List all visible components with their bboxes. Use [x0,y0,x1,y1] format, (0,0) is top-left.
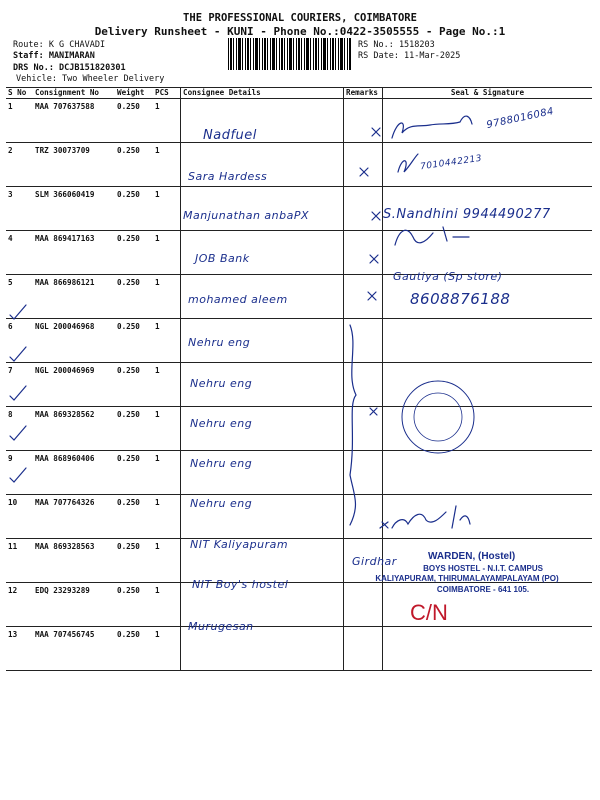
row-sno: 3 [6,187,33,231]
row-sno: 1 [6,99,33,143]
row-consignment-no: SLM 366060419 [33,187,115,231]
row-sno: 8 [6,407,33,451]
row-pcs: 1 [153,187,181,231]
row-consignment-no: EDQ 23293289 [33,583,115,627]
consignee-hand-7: Nehru eng [190,377,253,390]
row-weight: 0.250 [115,495,153,539]
consignee-hand-12: NIT Boy's hostel [192,578,289,591]
row-remarks [344,275,383,319]
cn-mark: C/N [410,600,448,625]
row-sno: 4 [6,231,33,275]
row-weight: 0.250 [115,319,153,363]
row-pcs: 1 [153,539,181,583]
row-signature [383,231,593,275]
row-consignment-no: MAA 866986121 [33,275,115,319]
signature-name-3: S.Nandhini 9944490277 [383,207,551,222]
row-consignment-no: MAA 707456745 [33,627,115,671]
table-row [6,627,592,671]
row-pcs: 1 [153,231,181,275]
row-weight: 0.250 [115,451,153,495]
row-consignment-no: MAA 707637588 [33,99,115,143]
table-row [6,231,592,275]
rs-number: RS No.: 1518203 [358,40,435,50]
consignee-hand-11: NIT Kaliyapuram [190,538,289,551]
row-remarks [344,143,383,187]
row-sno: 12 [6,583,33,627]
row-pcs: 1 [153,583,181,627]
row-weight: 0.250 [115,583,153,627]
row-weight: 0.250 [115,143,153,187]
row-sno: 13 [6,627,33,671]
signature-phone-2: 7010442213 [419,153,483,173]
row-pcs: 1 [153,99,181,143]
row-signature [383,451,593,495]
row-weight: 0.250 [115,99,153,143]
barcode [228,38,352,70]
signature-name-5: Gautiya (Sp store) [393,270,503,283]
row-signature [383,407,593,451]
row-remarks [344,187,383,231]
row-consignment-no: MAA 869328562 [33,407,115,451]
col-sno: S No [6,88,33,99]
row-signature [383,627,593,671]
col-pcs: PCS [153,88,181,99]
consignee-hand-8: Nehru eng [190,417,253,430]
row-weight: 0.250 [115,275,153,319]
consignee-hand-4: JOB Bank [195,252,250,265]
vehicle-label: Vehicle: Two Wheeler Delivery [16,74,165,84]
row-consignment-no: MAA 868960406 [33,451,115,495]
row-consignment-no: MAA 869417163 [33,231,115,275]
row-consignment-no: MAA 869328563 [33,539,115,583]
row-pcs: 1 [153,363,181,407]
row-weight: 0.250 [115,231,153,275]
rs-date: RS Date: 11-Mar-2025 [358,51,461,61]
col-weight: Weight [115,88,153,99]
signature-phone-5: 8608876188 [410,290,511,308]
row-sno: 9 [6,451,33,495]
consignee-hand-3: Manjunathan anbaPX [183,209,310,222]
signature-phone-1: 9788016084 [485,105,556,132]
row-consignee-details [181,627,344,671]
consignee-hand-1: Nadfuel [203,128,257,143]
warden-stamp-title: WARDEN, (Hostel) [428,551,516,562]
row-consignment-no: NGL 200046969 [33,363,115,407]
row-consignment-no: NGL 200046968 [33,319,115,363]
table-header-row [6,88,592,99]
row-weight: 0.250 [115,363,153,407]
runsheet-title: Delivery Runsheet - KUNI - Phone No.:0422-3505555 - Page No.:1 [94,25,506,38]
drs-number: DRS No.: DCJB151820301 [13,63,126,73]
consignee-hand-13: Murugesan [188,620,254,633]
row-weight: 0.250 [115,407,153,451]
consignee-hand-9: Nehru eng [190,457,253,470]
row-signature [383,143,593,187]
row-pcs: 1 [153,275,181,319]
row-signature [383,319,593,363]
row-sno: 5 [6,275,33,319]
consignee-hand-10: Nehru eng [190,497,253,510]
row-remarks [344,319,383,363]
row-consignment-no: MAA 707764326 [33,495,115,539]
warden-stamp-line2: KALIYAPURAM, THIRUMALAYAMPALAYAM (PO) [375,574,559,583]
row-pcs: 1 [153,627,181,671]
row-remarks [344,407,383,451]
row-weight: 0.250 [115,627,153,671]
col-signature: Seal & Signature [383,88,593,99]
table-row [6,495,592,539]
row-sno: 2 [6,143,33,187]
row-remarks [344,451,383,495]
row-signature [383,363,593,407]
row-remarks [344,627,383,671]
row-signature [383,495,593,539]
signature-name-12: Girdhar [352,555,397,568]
consignee-hand-2: Sara Hardess [188,170,268,183]
company-title: THE PROFESSIONAL COURIERS, COIMBATORE [183,12,417,24]
row-pcs: 1 [153,495,181,539]
row-remarks [344,495,383,539]
col-consignment: Consignment No [33,88,115,99]
table-row [6,407,592,451]
table-row [6,319,592,363]
row-weight: 0.250 [115,187,153,231]
row-sno: 7 [6,363,33,407]
table-row [6,143,592,187]
warden-stamp-line1: BOYS HOSTEL - N.I.T. CAMPUS [423,564,543,573]
consignee-hand-6: Nehru eng [188,336,251,349]
row-remarks [344,99,383,143]
row-pcs: 1 [153,451,181,495]
row-pcs: 1 [153,407,181,451]
table-row [6,451,592,495]
row-sno: 11 [6,539,33,583]
row-weight: 0.250 [115,539,153,583]
row-consignment-no: TRZ 30073709 [33,143,115,187]
row-remarks [344,231,383,275]
col-remarks: Remarks [344,88,383,99]
row-pcs: 1 [153,143,181,187]
row-remarks [344,363,383,407]
table-row [6,363,592,407]
row-sno: 10 [6,495,33,539]
col-consignee: Consignee Details [181,88,344,99]
consignee-hand-5: mohamed aleem [188,293,288,306]
route-label: Route: K G CHAVADI [13,40,106,50]
staff-label: Staff: MANIMARAN [13,51,95,61]
row-pcs: 1 [153,319,181,363]
row-remarks [344,583,383,627]
row-sno: 6 [6,319,33,363]
warden-stamp-line3: COIMBATORE - 641 105. [436,585,530,594]
